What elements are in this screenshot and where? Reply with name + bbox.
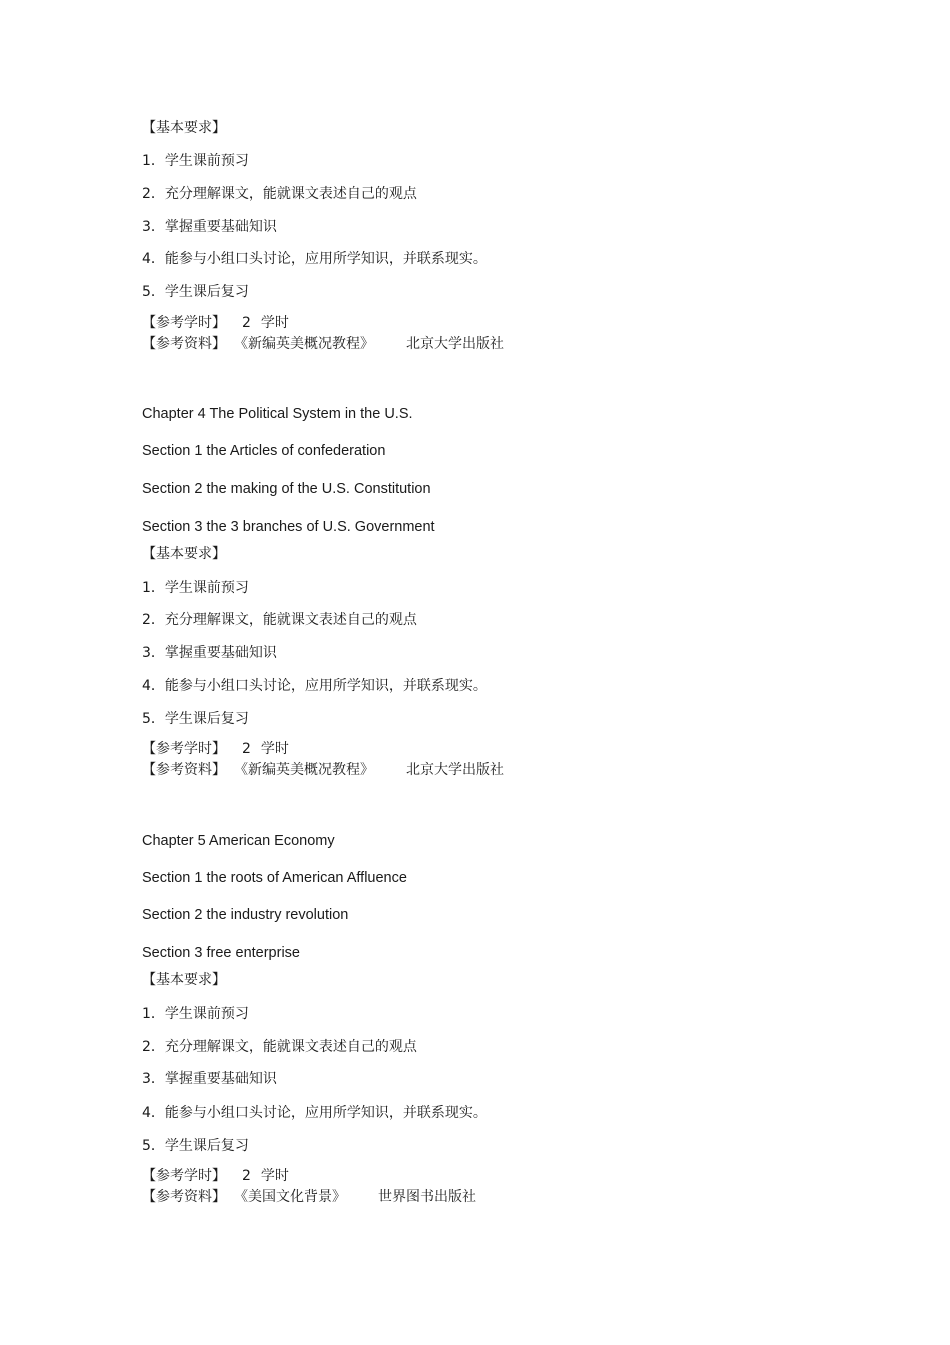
- section-title: Section 3 the 3 branches of U.S. Government: [142, 519, 435, 535]
- item-text: 充分理解课文，能就课文表述自己的观点: [164, 1039, 417, 1055]
- item-number: 5．: [142, 284, 165, 300]
- reference-materials: [142, 335, 504, 353]
- requirements-heading: 【基本要求】: [142, 120, 226, 136]
- requirements-heading: 【基本要求】: [142, 972, 226, 988]
- item-number: 3．: [142, 1071, 165, 1087]
- requirement-item: [142, 611, 417, 629]
- reference-publisher: 世界图书出版社: [378, 1189, 476, 1205]
- hours-label: 【参考学时】: [142, 315, 226, 331]
- item-number: 4．: [142, 678, 165, 694]
- requirement-item: [142, 1070, 277, 1088]
- item-text: 学生课后复习: [164, 711, 249, 727]
- requirement-item: [142, 283, 249, 301]
- item-number: 1．: [142, 580, 165, 596]
- hours-value: 2: [242, 741, 251, 757]
- reference-book: 《美国文化背景》: [234, 1189, 346, 1205]
- item-text: 充分理解课文，能就课文表述自己的观点: [164, 186, 417, 202]
- item-number: 5．: [142, 1138, 165, 1154]
- item-number: 2．: [142, 186, 165, 202]
- requirements-heading: 【基本要求】: [142, 546, 226, 562]
- item-text: 能参与小组口头讨论，应用所学知识，并联系现实。: [164, 678, 487, 694]
- requirement-item: [142, 1038, 417, 1056]
- reference-book: 《新编英美概况教程》: [234, 336, 374, 352]
- item-number: 3．: [142, 645, 165, 661]
- item-text: 能参与小组口头讨论，应用所学知识，并联系现实。: [164, 1105, 487, 1121]
- item-text: 学生课后复习: [164, 1138, 249, 1154]
- chapter-title: Chapter 5 American Economy: [142, 833, 335, 849]
- section-title: Section 1 the roots of American Affluence: [142, 870, 407, 886]
- hours-label: 【参考学时】: [142, 741, 226, 757]
- item-text: 掌握重要基础知识: [164, 1071, 277, 1087]
- section-title: Section 1 the Articles of confederation: [142, 443, 386, 459]
- reference-book: 《新编英美概况教程》: [234, 762, 374, 778]
- requirement-item: [142, 644, 277, 662]
- references-label: 【参考资料】: [142, 1189, 226, 1205]
- item-text: 掌握重要基础知识: [164, 219, 277, 235]
- item-number: 2．: [142, 1039, 165, 1055]
- item-number: 4．: [142, 251, 165, 267]
- hours-unit: 学时: [260, 1168, 289, 1184]
- requirement-item: [142, 579, 249, 597]
- item-number: 3．: [142, 219, 165, 235]
- hours-value: 2: [242, 1168, 251, 1184]
- reference-hours: [142, 314, 289, 332]
- item-text: 充分理解课文，能就课文表述自己的观点: [164, 612, 417, 628]
- item-number: 5．: [142, 711, 165, 727]
- requirement-item: [142, 1005, 249, 1023]
- requirement-item: [142, 1137, 249, 1155]
- requirement-item: [142, 250, 487, 268]
- item-number: 1．: [142, 153, 165, 169]
- item-text: 学生课前预习: [164, 580, 249, 596]
- section-title: Section 2 the industry revolution: [142, 907, 349, 923]
- reference-hours: [142, 1167, 289, 1185]
- requirement-item: [142, 710, 249, 728]
- requirement-item: [142, 152, 249, 170]
- item-text: 学生课前预习: [164, 1006, 249, 1022]
- chapter-title: Chapter 4 The Political System in the U.S.: [142, 406, 413, 422]
- section-title: Section 2 the making of the U.S. Constitution: [142, 481, 431, 497]
- reference-publisher: 北京大学出版社: [406, 762, 504, 778]
- reference-materials: [142, 761, 504, 779]
- hours-value: 2: [242, 315, 251, 331]
- item-text: 掌握重要基础知识: [164, 645, 277, 661]
- hours-unit: 学时: [260, 315, 289, 331]
- reference-materials: [142, 1188, 476, 1206]
- reference-hours: [142, 740, 289, 758]
- item-number: 1．: [142, 1006, 165, 1022]
- item-text: 能参与小组口头讨论，应用所学知识，并联系现实。: [164, 251, 487, 267]
- reference-publisher: 北京大学出版社: [406, 336, 504, 352]
- requirement-item: [142, 185, 417, 203]
- item-number: 2．: [142, 612, 165, 628]
- requirement-item: [142, 677, 487, 695]
- hours-label: 【参考学时】: [142, 1168, 226, 1184]
- section-title: Section 3 free enterprise: [142, 945, 300, 961]
- item-number: 4．: [142, 1105, 165, 1121]
- requirement-item: [142, 1104, 487, 1122]
- references-label: 【参考资料】: [142, 336, 226, 352]
- requirement-item: [142, 218, 277, 236]
- item-text: 学生课前预习: [164, 153, 249, 169]
- hours-unit: 学时: [260, 741, 289, 757]
- references-label: 【参考资料】: [142, 762, 226, 778]
- item-text: 学生课后复习: [164, 284, 249, 300]
